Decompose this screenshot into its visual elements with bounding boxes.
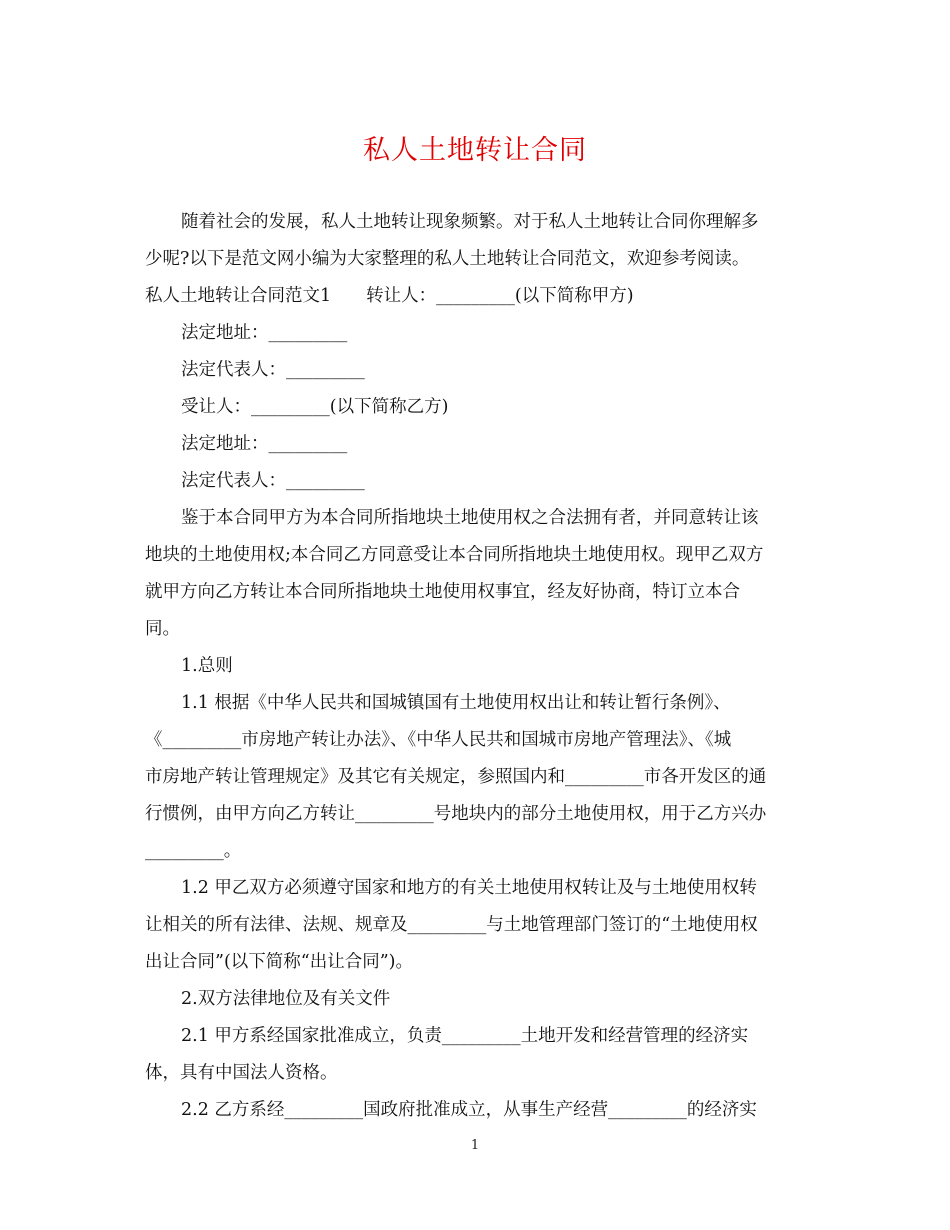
paragraph-line: 出让合同”(以下简称“出让合同”)。 (145, 952, 413, 972)
paragraph-line: 随着社会的发展，私人土地转让现象频繁。对于私人土地转让合同你理解多 (181, 212, 759, 232)
paragraph-line: 同。 (145, 619, 180, 639)
paragraph-line: 法定代表人：_________ (181, 471, 365, 491)
paragraph-line: _________。 (145, 841, 242, 861)
paragraph-line: 让相关的所有法律、法规、规章及_________与土地管理部门签订的“土地使用权 (145, 915, 758, 935)
paragraph-line: 《_________市房地产转让办法》、《中华人民共和国城市房地产管理法》、《城 (145, 730, 732, 750)
paragraph-line: 少呢?以下是范文网小编为大家整理的私人土地转让合同范文，欢迎参考阅读。 (145, 249, 750, 269)
paragraph-line: 鉴于本合同甲方为本合同所指地块土地使用权之合法拥有者，并同意转让该 (181, 508, 759, 528)
paragraph-line: 2.2 乙方系经_________国政府批准成立，从事生产经营_________的经济实 (181, 1100, 757, 1120)
paragraph-line: 体，具有中国法人资格。 (145, 1063, 338, 1083)
paragraph-line: 法定代表人：_________ (181, 360, 365, 380)
paragraph-line: 1.1 根据《中华人民共和国城镇国有土地使用权出让和转让暂行条例》、 (181, 693, 731, 713)
paragraph-line: 1.2 甲乙双方必须遵守国家和地方的有关土地使用权转让及与土地使用权转 (181, 878, 757, 898)
paragraph-line: 受让人：_________(以下简称乙方) (181, 397, 449, 417)
section-heading: 1.总则 (181, 656, 233, 676)
section-heading: 2.双方法律地位及有关文件 (181, 989, 391, 1009)
paragraph-line: 就甲方向乙方转让本合同所指地块土地使用权事宜，经友好协商，特订立本合 (145, 582, 740, 602)
paragraph-line: 地块的土地使用权;本合同乙方同意受让本合同所指地块土地使用权。现甲乙双方 (145, 545, 764, 565)
document-title: 私人土地转让合同 (363, 135, 587, 166)
paragraph-line: 市房地产转让管理规定》及其它有关规定，参照国内和_________市各开发区的通 (145, 767, 767, 787)
paragraph-line: 私人土地转让合同范文1 转让人：_________(以下简称甲方) (145, 286, 634, 306)
paragraph-line: 法定地址：_________ (181, 434, 348, 454)
paragraph-line: 2.1 甲方系经国家批准成立，负责_________土地开发和经营管理的经济实 (181, 1026, 749, 1046)
page-number: 1 (470, 1138, 480, 1153)
paragraph-line: 法定地址：_________ (181, 323, 348, 343)
paragraph-line: 行惯例，由甲方向乙方转让_________号地块内的部分土地使用权，用于乙方兴办 (145, 804, 767, 824)
